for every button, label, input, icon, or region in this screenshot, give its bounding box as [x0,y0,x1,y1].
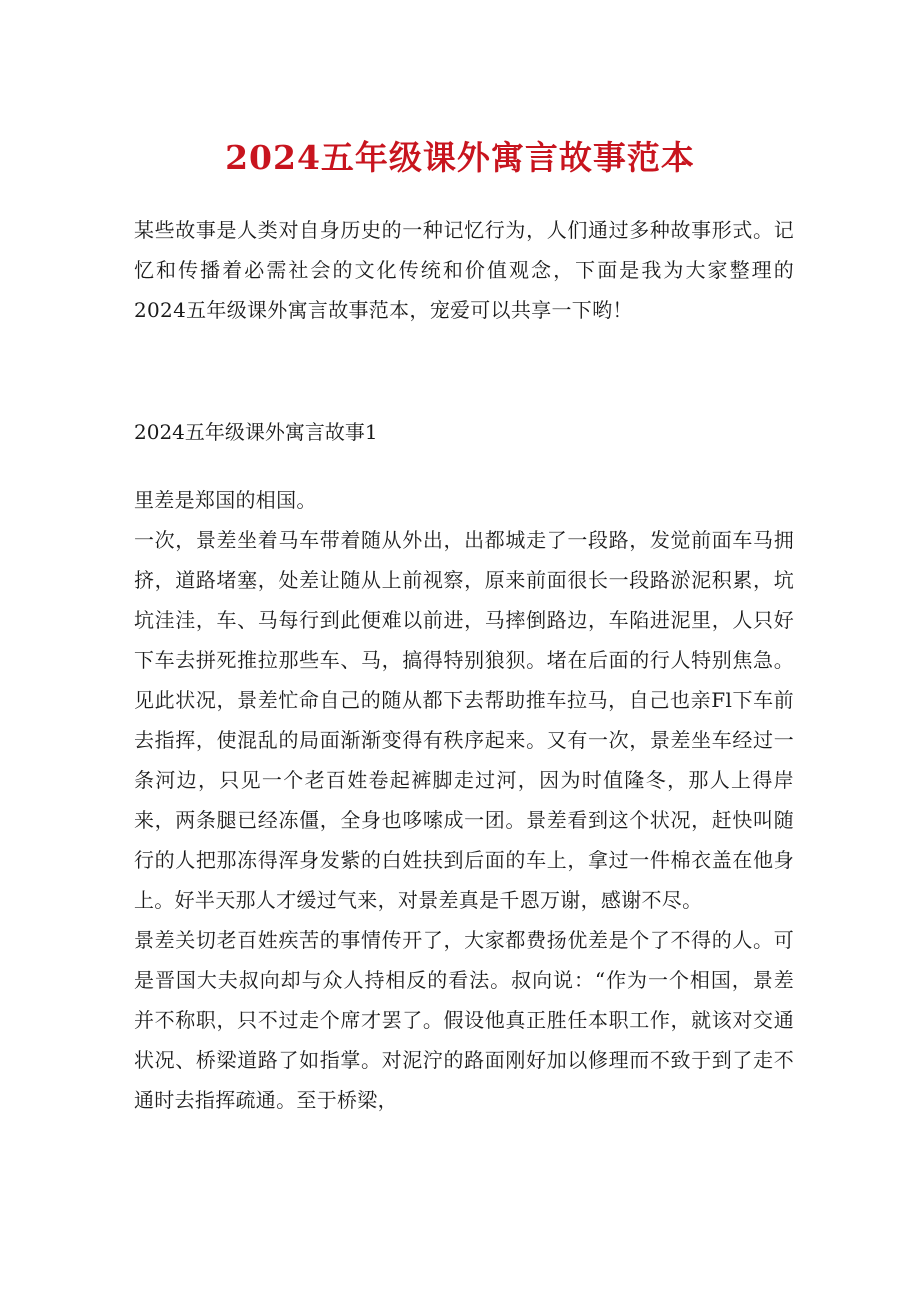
section-heading: 2024五年级课外寓言故事1 [134,420,378,444]
story-paragraph-1: 里差是郑国的相国。 [134,488,317,512]
story-body [134,480,794,1120]
intro-paragraph: 某些故事是人类对自身历史的一种记忆行为，人们通过多种故事形式。记忆和传播着必需社会的文化传统和价值观念，下面是我为大家整理的2024五年级课外寓言故事范本，宠爱可以共享一下哟！ [134,218,794,322]
story-paragraph-3: 景差关切老百姓疾苦的事情传开了，大家都费扬优差是个了不得的人。可是晋国大夫叔向却与众人持相反的看法。叔向说：“作为一个相国，景差并不称职，只不过走个席才罢了。假设他真正胜任本职工作，就该对交通状况、桥梁道路了如指掌。对泥泞的路面刚好加以修理而不致于到了走不通时去指挥疏通。至于桥梁， [134,928,794,1112]
story-paragraph-2: 一次，景差坐着马车带着随从外出，出都城走了一段路，发觉前面车马拥挤，道路堵塞，处差让随从上前视察，原来前面很长一段路淤泥积累，坑坑洼洼，车、马每行到此便难以前进，马摔倒路边，车陷进泥里，人只好下车去拼死推拉那些车、马，搞得特别狼狈。堵在后面的行人特别焦急。见此状况，景差忙命自己的随从都下去帮助推车拉马，自己也亲Fl下车前去指挥，使混乱的局面渐渐变得有秩序起来。又有一次，景差坐车经过一条河边，只见一个老百姓卷起裤脚走过河，因为时值隆冬，那人上得岸来，两条腿已经冻僵，全身也哆嗦成一团。景差看到这个状况，赶快叫随行的人把那冻得浑身发紫的白姓扶到后面的车上，拿过一件棉衣盖在他身上。好半天那人才缓过气来，对景差真是千恩万谢，感谢不尽。 [134,528,794,912]
document-title: 2024五年级课外寓言故事范本 [225,138,695,177]
